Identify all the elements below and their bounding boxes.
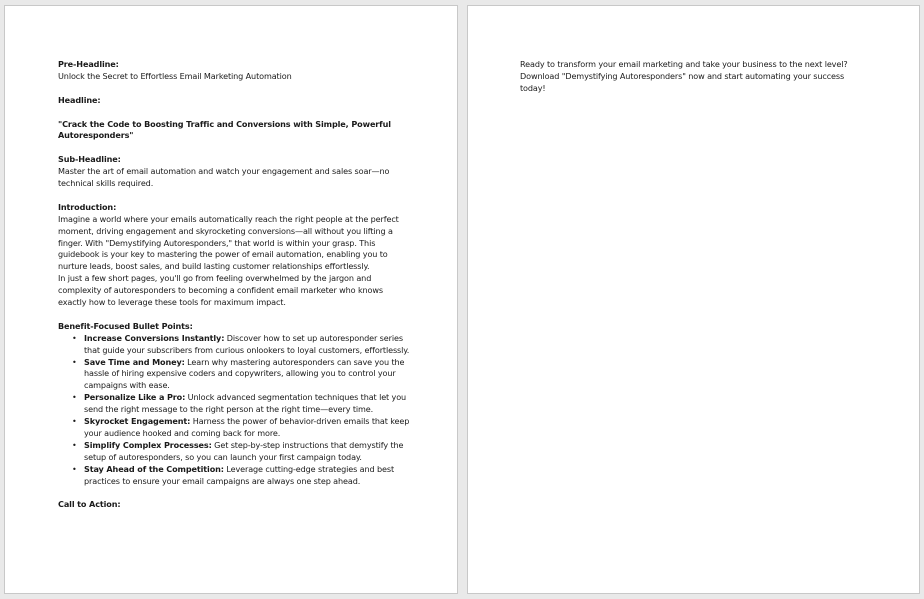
benefits-label: Benefit-Focused Bullet Points:	[58, 320, 193, 331]
bullet-title: Save Time and Money:	[84, 356, 185, 367]
bullet-icon: •	[72, 416, 77, 427]
list-item	[72, 416, 410, 440]
document-page-1	[4, 5, 458, 594]
bullet-text: Unlock advanced segmentation techniques that let you send the right message to the right person at the right time—every time.	[84, 392, 407, 415]
cta-text: Ready to transform your email marketing and take your business to the next level? Download "Demystifying Autoresponders" now and start automating your success today!	[520, 59, 848, 93]
bullet-text: Discover how to set up autoresponder series that guide your subscribers from curious onlookers to loyal customers, effortlessly.	[84, 332, 410, 355]
list-item	[72, 463, 410, 488]
cta-label: Call to Action:	[58, 499, 121, 510]
page-2-body	[520, 59, 856, 95]
bullet-text: Leverage cutting-edge strategies and best practices to ensure your email campaigns are always one step ahead.	[84, 463, 394, 486]
bullet-title: Increase Conversions Instantly:	[84, 332, 225, 343]
bullet-icon: •	[72, 463, 77, 474]
bullet-icon: •	[72, 332, 77, 343]
bullet-text: Harness the power of behavior-driven emails that keep your audience hooked and coming back for more.	[84, 416, 410, 439]
document-page-2	[467, 5, 920, 594]
introduction-paragraph-1: Imagine a world where your emails automatically reach the right people at the perfect moment, driving engagement and skyrocketing conversions—all without you lifting a finger. With "Demystifying Autoresponders," that world is within your grasp. This guidebook is your key to mastering the power of email automation, enabling you to nurture leads, boost sales, and build lasting customer relationships effortlessly.	[58, 213, 399, 272]
headline-label: Headline:	[58, 94, 101, 105]
bullet-title: Stay Ahead of the Competition:	[84, 463, 224, 474]
bullet-title: Skyrocket Engagement:	[84, 416, 191, 427]
list-item	[72, 392, 410, 416]
list-item	[72, 356, 410, 393]
bullet-icon: •	[72, 392, 77, 403]
preheadline-text: Unlock the Secret to Effortless Email Marketing Automation	[58, 70, 292, 81]
headline-text: "Crack the Code to Boosting Traffic and Conversions with Simple, Powerful Autoresponders"	[58, 118, 391, 141]
introduction-label: Introduction:	[58, 201, 117, 212]
preheadline-label: Pre-Headline:	[58, 59, 119, 69]
bullet-title: Personalize Like a Pro:	[84, 392, 186, 403]
bullet-text: Get step-by-step instructions that demystify the setup of autoresponders, so you can launch your first campaign today.	[84, 439, 404, 462]
bullet-icon: •	[72, 439, 77, 450]
subheadline-label: Sub-Headline:	[58, 154, 121, 165]
list-item	[72, 332, 410, 357]
bullet-icon: •	[72, 356, 77, 367]
introduction-paragraph-2: In just a few short pages, you'll go from feeling overwhelmed by the jargon and complexity of autoresponders to becoming a confident email marketer who knows exactly how to leverage these tools for maximum impact.	[58, 273, 383, 308]
bullet-title: Simplify Complex Processes:	[84, 439, 212, 450]
page-1-body	[58, 59, 410, 511]
benefits-list	[58, 333, 410, 488]
subheadline-text: Master the art of email automation and watch your engagement and sales soar—no technical skills required.	[58, 166, 390, 189]
bullet-text: Learn why mastering autoresponders can save you the hassle of hiring expensive coders and copywriters, allowing you to control your campaigns with ease.	[84, 356, 405, 391]
list-item	[72, 439, 410, 464]
